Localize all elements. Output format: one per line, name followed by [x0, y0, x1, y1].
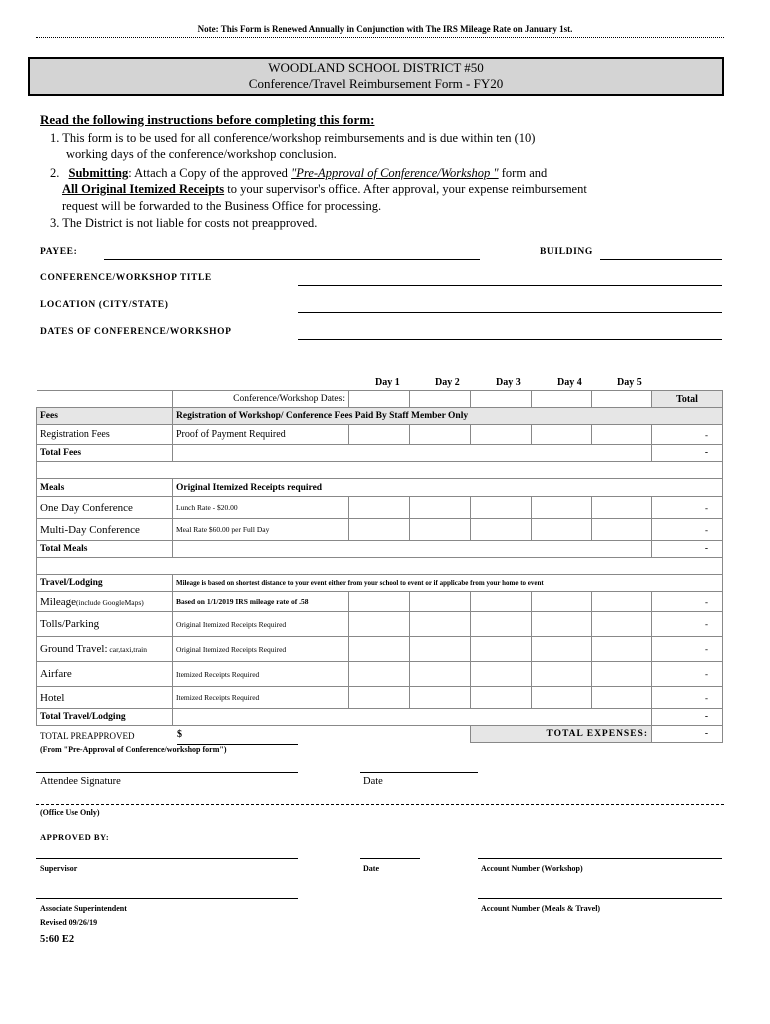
- revised-date: Revised 09/26/19: [40, 918, 98, 927]
- conference-title-field[interactable]: [298, 285, 722, 286]
- airfare-day-4[interactable]: [532, 662, 592, 687]
- day-2-header: Day 2: [435, 377, 460, 388]
- fees-label: Fees: [37, 408, 173, 425]
- airfare-day-5[interactable]: [592, 662, 652, 687]
- dates-row-label: Conference/Workshop Dates:: [173, 391, 349, 408]
- tolls-label: Tolls/Parking: [37, 612, 173, 637]
- registration-day-3[interactable]: [471, 425, 532, 445]
- ground-total: -: [652, 637, 723, 662]
- office-use-divider: [36, 804, 724, 805]
- instruction-2c: request will be forwarded to the Business Office for processing.: [62, 199, 382, 213]
- registration-fees-note: Proof of Payment Required: [173, 425, 349, 445]
- assoc-superintendent-label: Associate Superintendent: [40, 904, 127, 913]
- note-divider: [36, 37, 724, 38]
- multi-day-total: -: [652, 519, 723, 541]
- expense-table: [36, 390, 723, 743]
- dates-field[interactable]: [298, 339, 722, 340]
- tolls-note: Original Itemized Receipts Required: [173, 612, 349, 637]
- multi-day-day-1[interactable]: [349, 519, 410, 541]
- fees-section-row: [37, 408, 723, 425]
- preapproval-source-note: (From "Pre-Approval of Conference/workshop form"): [40, 745, 227, 754]
- attendee-signature-label: Attendee Signature: [40, 776, 121, 787]
- one-day-row: [37, 497, 723, 519]
- airfare-row: [37, 662, 723, 687]
- meals-label: Meals: [37, 479, 173, 497]
- travel-note: Mileage is based on shortest distance to your event either from your school to event or if applicabe from your home to event: [173, 575, 723, 592]
- mileage-day-4[interactable]: [532, 592, 592, 612]
- hotel-row: [37, 687, 723, 709]
- hotel-day-4[interactable]: [532, 687, 592, 709]
- mileage-total: -: [652, 592, 723, 612]
- one-day-day-3[interactable]: [471, 497, 532, 519]
- instruction-1a: 1. This form is to be used for all conference/workshop reimbursements and is due within ten (10): [50, 131, 536, 145]
- renewal-note: Note: This Form is Renewed Annually in Conjunction with The IRS Mileage Rate on January 1st.: [197, 24, 573, 34]
- airfare-note: Itemized Receipts Required: [173, 662, 349, 687]
- instruction-1b: working days of the conference/workshop conclusion.: [66, 147, 337, 161]
- dates-row: [37, 391, 723, 408]
- multi-day-note: Meal Rate $60.00 per Full Day: [173, 519, 349, 541]
- submitting-label: Submitting: [68, 166, 129, 180]
- tolls-day-5[interactable]: [592, 612, 652, 637]
- one-day-day-2[interactable]: [410, 497, 471, 519]
- approved-by-label: APPROVED BY:: [40, 832, 110, 842]
- date-cell-2[interactable]: [410, 391, 471, 408]
- mileage-day-3[interactable]: [471, 592, 532, 612]
- date-cell-1[interactable]: [349, 391, 410, 408]
- one-day-day-1[interactable]: [349, 497, 410, 519]
- total-travel-row: [37, 709, 723, 726]
- supervisor-label: Supervisor: [40, 864, 78, 873]
- date-cell-5[interactable]: [592, 391, 652, 408]
- hotel-day-1[interactable]: [349, 687, 410, 709]
- registration-day-5[interactable]: [592, 425, 652, 445]
- mileage-sub: (include GoogleMaps): [76, 597, 144, 607]
- district-name: WOODLAND SCHOOL DISTRICT #50: [268, 60, 484, 75]
- conference-title-label: CONFERENCE/WORKSHOP TITLE: [40, 273, 212, 283]
- ground-row: [37, 637, 723, 662]
- dollar-sign: $: [177, 729, 182, 740]
- registration-fees-label: Registration Fees: [37, 425, 173, 445]
- tolls-day-1[interactable]: [349, 612, 410, 637]
- multi-day-day-5[interactable]: [592, 519, 652, 541]
- total-meals-row: [37, 541, 723, 558]
- day-5-header: Day 5: [617, 377, 642, 388]
- mileage-day-1[interactable]: [349, 592, 410, 612]
- travel-section-row: [37, 575, 723, 592]
- one-day-label: One Day Conference: [37, 497, 173, 519]
- spacer-row: [37, 462, 723, 479]
- instruction-2b: [62, 182, 587, 197]
- total-travel-label: Total Travel/Lodging: [37, 709, 173, 726]
- attendee-date-label: Date: [363, 776, 383, 787]
- dates-label: DATES OF CONFERENCE/WORKSHOP: [40, 327, 232, 337]
- account-workshop-line[interactable]: [478, 858, 722, 859]
- one-day-day-5[interactable]: [592, 497, 652, 519]
- form-title-box: [28, 57, 724, 96]
- ground-label: Ground Travel:: [40, 643, 108, 655]
- total-header: Total: [652, 391, 723, 408]
- account-meals-line[interactable]: [478, 898, 722, 899]
- total-meals-label: Total Meals: [37, 541, 173, 558]
- one-day-day-4[interactable]: [532, 497, 592, 519]
- one-day-note: Lunch Rate - $20.00: [173, 497, 349, 519]
- spacer-row: [37, 558, 723, 575]
- account-meals-label: Account Number (Meals & Travel): [481, 904, 601, 913]
- supervisor-date-line[interactable]: [360, 858, 420, 859]
- total-fees-value: -: [652, 445, 723, 462]
- building-field[interactable]: [600, 259, 722, 260]
- registration-fees-row: [37, 425, 723, 445]
- ground-day-1[interactable]: [349, 637, 410, 662]
- instruction-2a: [50, 166, 547, 181]
- total-expenses-value: -: [652, 726, 723, 743]
- ground-day-4[interactable]: [532, 637, 592, 662]
- multi-day-day-4[interactable]: [532, 519, 592, 541]
- account-workshop-label: Account Number (Workshop): [481, 864, 583, 873]
- receipts-label: All Original Itemized Receipts: [62, 182, 225, 196]
- ground-day-3[interactable]: [471, 637, 532, 662]
- fees-note: Registration of Workshop/ Conference Fees Paid By Staff Member Only: [173, 408, 723, 425]
- instruction-2-text-c: to your supervisor's office. After approval, your expense reimbursement: [224, 182, 587, 196]
- location-field[interactable]: [298, 312, 722, 313]
- airfare-label: Airfare: [37, 662, 173, 687]
- day-4-header: Day 4: [557, 377, 582, 388]
- mileage-note: Based on 1/1/2019 IRS mileage rate of .58: [173, 592, 349, 612]
- hotel-day-2[interactable]: [410, 687, 471, 709]
- airfare-day-3[interactable]: [471, 662, 532, 687]
- attendee-signature-line[interactable]: [36, 772, 298, 773]
- total-preapproved-label: TOTAL PREAPPROVED: [40, 731, 135, 741]
- instruction-2-text-a: : Attach a Copy of the approved: [128, 166, 288, 180]
- multi-day-day-3[interactable]: [471, 519, 532, 541]
- date-cell-4[interactable]: [532, 391, 592, 408]
- assoc-superintendent-line[interactable]: [36, 898, 298, 899]
- total-fees-label: Total Fees: [37, 445, 173, 462]
- registration-day-1[interactable]: [349, 425, 410, 445]
- form-code: 5:60 E2: [40, 934, 75, 945]
- ground-sub: car,taxi,train: [107, 645, 148, 654]
- multi-day-day-2[interactable]: [410, 519, 471, 541]
- total-fees-row: [37, 445, 723, 462]
- hotel-note: Itemized Receipts Required: [173, 687, 349, 709]
- total-meals-value: -: [652, 541, 723, 558]
- instruction-3: 3. The District is not liable for costs not preapproved.: [50, 216, 318, 230]
- day-3-header: Day 3: [496, 377, 521, 388]
- mileage-day-2[interactable]: [410, 592, 471, 612]
- meals-section-row: [37, 479, 723, 497]
- mileage-row: [37, 592, 723, 612]
- hotel-label: Hotel: [37, 687, 173, 709]
- hotel-day-5[interactable]: [592, 687, 652, 709]
- total-travel-value: -: [652, 709, 723, 726]
- registration-total: -: [652, 425, 723, 445]
- building-label: BUILDING: [540, 247, 593, 257]
- registration-day-2[interactable]: [410, 425, 471, 445]
- meals-note: Original Itemized Receipts required: [173, 479, 723, 497]
- office-use-label: (Office Use Only): [40, 808, 100, 817]
- ground-day-5[interactable]: [592, 637, 652, 662]
- tolls-row: [37, 612, 723, 637]
- multi-day-label: Multi-Day Conference: [37, 519, 173, 541]
- day-1-header: Day 1: [375, 377, 400, 388]
- airfare-day-1[interactable]: [349, 662, 410, 687]
- tolls-day-3[interactable]: [471, 612, 532, 637]
- one-day-total: -: [652, 497, 723, 519]
- payee-label: PAYEE:: [40, 247, 78, 257]
- mileage-label: Mileage: [40, 595, 77, 608]
- supervisor-date-label: Date: [363, 864, 379, 873]
- tolls-day-2[interactable]: [410, 612, 471, 637]
- mileage-day-5[interactable]: [592, 592, 652, 612]
- tolls-day-4[interactable]: [532, 612, 592, 637]
- instruction-2-number: 2.: [50, 166, 60, 180]
- form-title: Conference/Travel Reimbursement Form - FY20: [248, 76, 504, 91]
- instructions-heading: Read the following instructions before completing this form:: [40, 112, 375, 127]
- registration-day-4[interactable]: [532, 425, 592, 445]
- ground-day-2[interactable]: [410, 637, 471, 662]
- airfare-day-2[interactable]: [410, 662, 471, 687]
- total-expenses-label: TOTAL EXPENSES:: [471, 726, 652, 743]
- airfare-total: -: [652, 662, 723, 687]
- attendee-date-line[interactable]: [360, 772, 478, 773]
- hotel-day-3[interactable]: [471, 687, 532, 709]
- travel-label: Travel/Lodging: [37, 575, 173, 592]
- total-expenses-row: [37, 726, 723, 743]
- instruction-2-text-b: form and: [498, 166, 548, 180]
- date-cell-3[interactable]: [471, 391, 532, 408]
- ground-note: Original Itemized Receipts Required: [173, 637, 349, 662]
- location-label: LOCATION (CITY/STATE): [40, 300, 169, 310]
- payee-field[interactable]: [104, 259, 480, 260]
- supervisor-line[interactable]: [36, 858, 298, 859]
- preapproval-form-name: "Pre-Approval of Conference/Workshop ": [291, 166, 499, 180]
- tolls-total: -: [652, 612, 723, 637]
- hotel-total: -: [652, 687, 723, 709]
- multi-day-row: [37, 519, 723, 541]
